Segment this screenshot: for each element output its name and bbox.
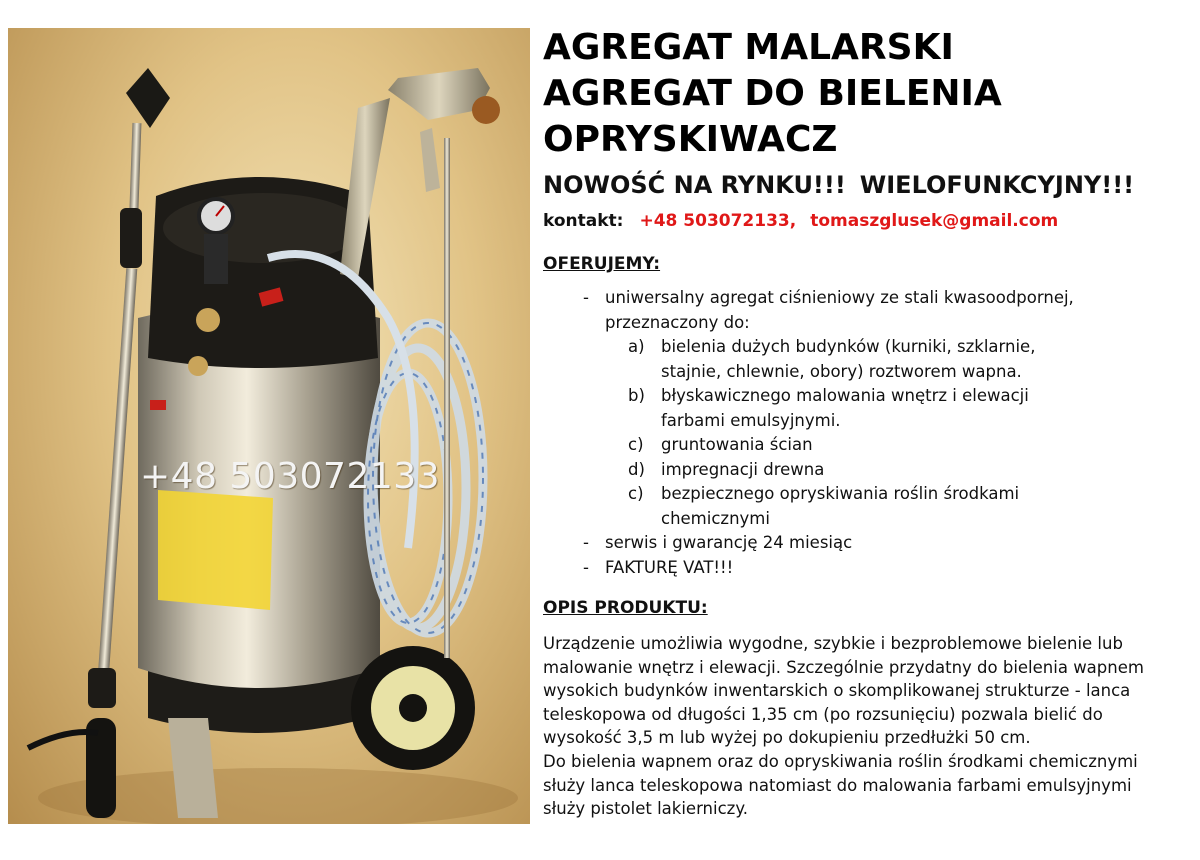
sub-item-line-2: farbami emulsyjnymi.	[661, 410, 841, 430]
description-line: Do bielenia wapnem oraz do opryskiwania roślin środkami chemicznymi	[543, 751, 1138, 771]
sub-item-line-1: gruntowania ścian	[661, 435, 813, 454]
description-line: Urządzenie umożliwia wygodne, szybkie i bezproblemowe bielenie lub	[543, 634, 1123, 653]
description-line: malowanie wnętrz i elewacji. Szczególnie przydatny do bielenia wapnem	[543, 657, 1144, 677]
offer-list	[583, 286, 1183, 580]
offer-extra-text: FAKTURĘ VAT!!!	[605, 557, 734, 577]
description-line: służy pistolet lakierniczy.	[543, 799, 748, 819]
contact-phone[interactable]: +48 503072133,	[639, 211, 797, 231]
offer-sub-item	[628, 384, 1183, 433]
sub-item-line-1: bezpiecznego opryskiwania roślin środkami	[661, 484, 1020, 503]
description-heading: OPIS PRODUKTU:	[543, 598, 708, 618]
title-line-3: OPRYSKIWACZ	[543, 119, 838, 160]
list-dash: -	[583, 288, 589, 307]
sub-item-letter: b)	[628, 386, 645, 405]
offer-sub-item	[628, 458, 1183, 483]
sub-item-line-1: impregnacji drewna	[661, 459, 825, 479]
subtitle-new: NOWOŚĆ NA RYNKU!!!	[543, 171, 846, 199]
offer-extra-item	[583, 531, 1183, 556]
phone-watermark: +48 503072133	[140, 456, 441, 497]
description-line: służy lanca teleskopowa natomiast do malowania farbami emulsyjnymi	[543, 775, 1132, 795]
offer-main-item	[583, 286, 1183, 335]
sub-item-letter: d)	[628, 459, 645, 479]
offer-heading: OFERUJEMY:	[543, 254, 661, 274]
list-dash: -	[583, 533, 589, 552]
sub-item-letter: c)	[628, 435, 644, 454]
subtitle	[543, 168, 1134, 202]
offer-sub-item	[628, 335, 1183, 384]
sub-item-letter: a)	[628, 337, 645, 356]
sub-item-line-2: chemicznymi	[661, 508, 770, 528]
list-dash: -	[583, 557, 589, 577]
sub-item-line-1: błyskawicznego malowania wnętrz i elewacji	[661, 386, 1029, 405]
sub-item-line-1: bielenia dużych budynków (kurniki, szklarnie,	[661, 337, 1036, 356]
sub-item-letter: c)	[628, 484, 644, 503]
contact-label: kontakt:	[543, 211, 624, 231]
contact-email[interactable]: tomaszglusek@gmail.com	[810, 211, 1059, 231]
description-paragraph	[543, 632, 1193, 821]
offer-main-line-1: uniwersalny agregat ciśnieniowy ze stali kwasoodpornej,	[605, 288, 1074, 307]
offer-sub-item	[628, 433, 1183, 458]
contact-line	[543, 208, 1058, 234]
description-line: wysokość 3,5 m lub wyżej po dokupieniu przedłużki 50 cm.	[543, 728, 1031, 748]
offer-extra-item	[583, 556, 1183, 581]
spray-unit-photo-icon	[8, 28, 530, 824]
offer-sub-item	[628, 482, 1183, 531]
offer-extra-text: serwis i gwarancję 24 miesiąc	[605, 533, 853, 552]
offer-sublist	[628, 335, 1183, 531]
sub-item-line-2: stajnie, chlewnie, obory) roztworem wapna.	[661, 361, 1022, 381]
description-line: teleskopowa od długości 1,35 cm (po rozsunięciu) pozwala bielić do	[543, 704, 1103, 724]
product-photo	[8, 28, 530, 824]
offer-main-line-2: przeznaczony do:	[605, 312, 750, 332]
description-line: wysokich budynków inwentarskich o skomplikowanej strukturze - lanca	[543, 681, 1131, 701]
title-line-1: AGREGAT MALARSKI	[543, 27, 954, 68]
title-line-2: AGREGAT DO BIELENIA	[543, 73, 1002, 114]
subtitle-multifunction: WIELOFUNKCYJNY!!!	[859, 171, 1135, 199]
